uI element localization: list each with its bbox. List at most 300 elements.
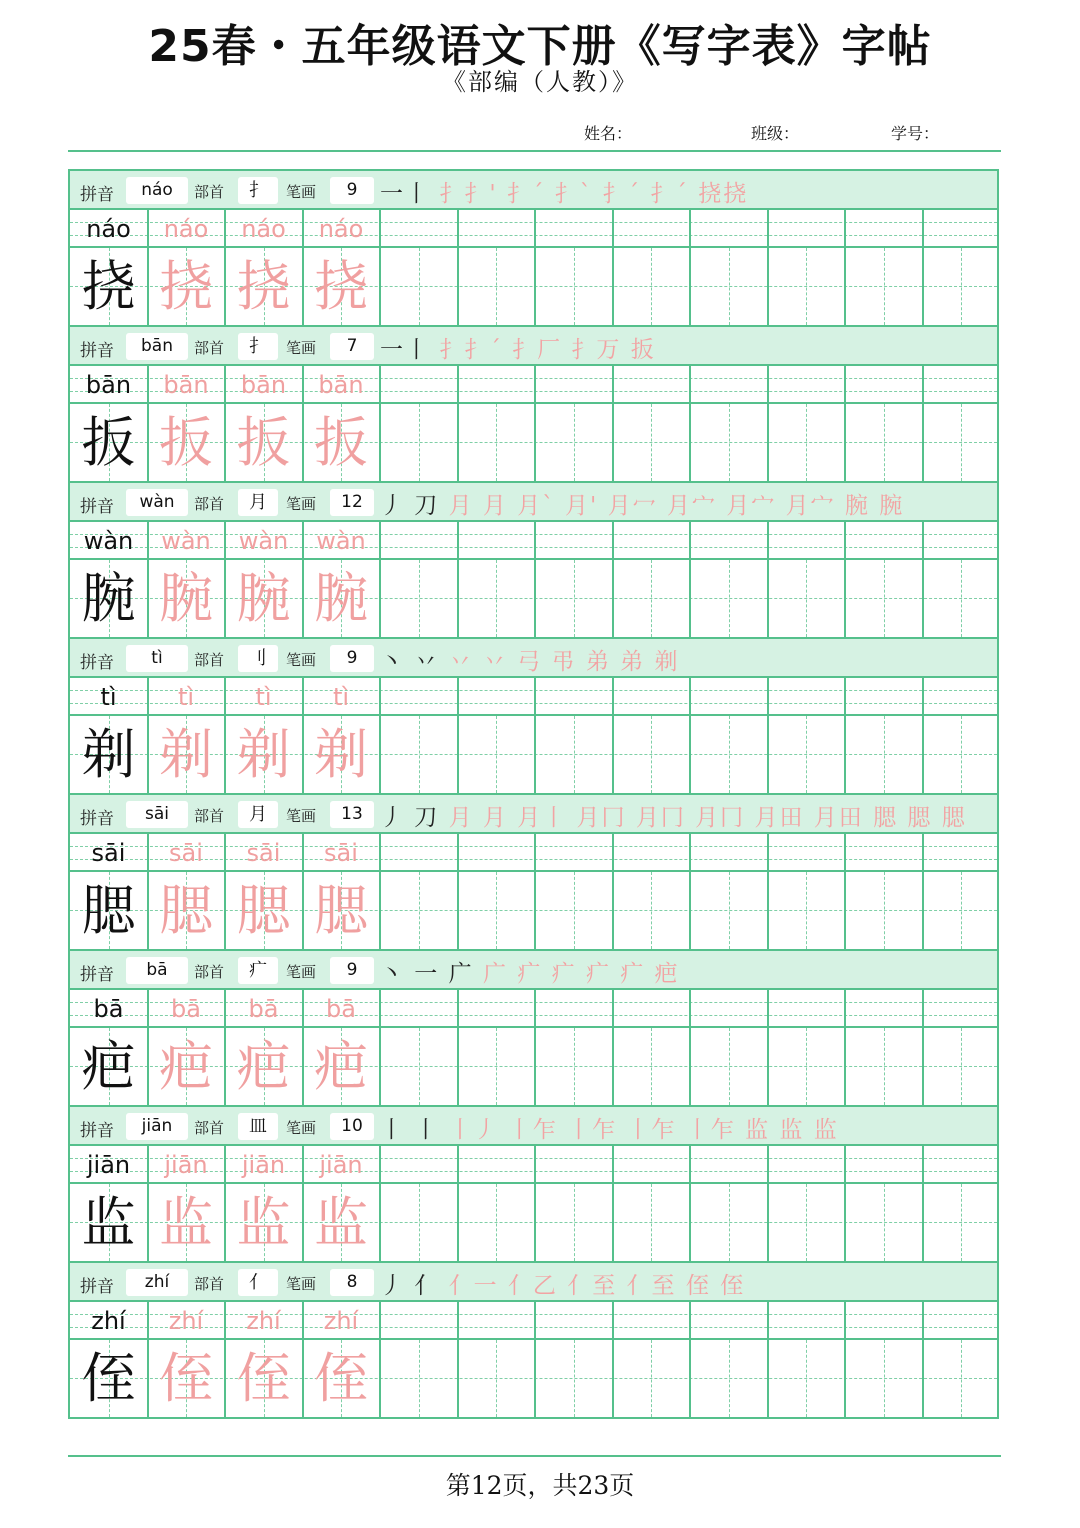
grid-line — [302, 1340, 304, 1417]
grid-line — [689, 366, 691, 402]
grid-line — [534, 210, 536, 246]
guide-line — [884, 1340, 885, 1417]
guide-line — [419, 1028, 420, 1105]
guide-line — [961, 1028, 962, 1105]
radical-label: 部首 — [194, 1275, 225, 1293]
pinyin-model: bān — [85, 371, 132, 399]
pinyin-model: bā — [93, 995, 124, 1023]
pinyin-value: tì — [126, 645, 188, 672]
character-info-row — [70, 483, 997, 522]
radical-label: 部首 — [194, 807, 225, 825]
grid-line — [612, 1302, 614, 1338]
pinyin-trace: bā — [326, 995, 356, 1023]
grid-line — [457, 678, 459, 714]
character-trace: 腕 — [159, 567, 213, 630]
grid-line — [302, 522, 304, 558]
stroke-order — [380, 175, 748, 208]
character-trace: 侄 — [236, 1347, 291, 1410]
character-practice-row — [70, 1028, 997, 1105]
character-practice-row — [70, 716, 997, 793]
grid-line — [379, 1302, 381, 1338]
character-block — [68, 1105, 999, 1261]
grid-line — [147, 210, 149, 246]
character-info-row — [70, 639, 997, 678]
grid-line — [767, 1184, 769, 1261]
grid-line — [457, 1146, 459, 1182]
grid-line — [922, 1184, 924, 1261]
grid-line — [844, 1302, 846, 1338]
radical-value: 皿 — [238, 1113, 278, 1140]
pinyin-trace: bān — [240, 371, 287, 399]
grid-line — [302, 678, 304, 714]
character-block — [68, 169, 999, 325]
grid-line — [224, 404, 226, 481]
stroke-count-label: 笔画 — [286, 651, 317, 669]
grid-line — [302, 210, 304, 246]
grid-line — [457, 716, 459, 793]
grid-line — [147, 522, 149, 558]
character-model: 疤 — [81, 1035, 136, 1098]
pinyin-trace: bān — [163, 371, 209, 399]
guide-line — [806, 248, 807, 325]
guide-line — [729, 248, 730, 325]
guide-line — [651, 872, 652, 949]
character-practice-row — [70, 404, 997, 481]
grid-line — [922, 560, 924, 637]
grid-line — [767, 716, 769, 793]
grid-line — [767, 1028, 769, 1105]
grid-line — [767, 678, 769, 714]
grid-line — [922, 834, 924, 870]
guide-line — [574, 716, 575, 793]
grid-line — [379, 1340, 381, 1417]
pinyin-trace: náo — [163, 215, 209, 243]
radical-value: 疒 — [238, 957, 278, 984]
pinyin-model: tì — [100, 683, 117, 711]
character-trace: 监 — [159, 1191, 213, 1254]
grid-line — [612, 1340, 614, 1417]
grid-line — [612, 1184, 614, 1261]
grid-line — [379, 1028, 381, 1105]
grid-line — [534, 1340, 536, 1417]
grid-line — [689, 834, 691, 870]
grid-line — [534, 560, 536, 637]
guide-line — [651, 560, 652, 637]
stroke-count-value: 9 — [330, 957, 374, 984]
character-trace: 疤 — [314, 1035, 368, 1098]
character-info-row — [70, 171, 997, 210]
guide-line — [419, 1340, 420, 1417]
grid-line — [147, 404, 149, 481]
grid-line — [689, 1146, 691, 1182]
grid-line — [689, 560, 691, 637]
character-practice-row — [70, 1340, 997, 1417]
grid-line — [457, 1184, 459, 1261]
pinyin-label: 拼音 — [80, 809, 114, 829]
grid-line — [922, 872, 924, 949]
character-trace: 监 — [314, 1191, 368, 1254]
stroke-count-label: 笔画 — [286, 339, 317, 357]
grid-line — [379, 404, 381, 481]
stroke-order-trace: 月 月 月丨 月冂 月冂 月冂 月田 月田 腮 腮 腮 — [448, 805, 967, 831]
grid-line — [224, 210, 226, 246]
guide-line — [574, 872, 575, 949]
pinyin-trace: zhí — [246, 1307, 281, 1335]
grid-line — [302, 404, 304, 481]
guide-line — [806, 1184, 807, 1261]
character-trace: 腮 — [236, 879, 291, 942]
grid-line — [147, 1340, 149, 1417]
grid-line — [767, 1146, 769, 1182]
stroke-order — [380, 643, 680, 676]
page-subtitle: 《部编（人教）》 — [442, 68, 638, 96]
grid-line — [844, 1146, 846, 1182]
pinyin-trace: bā — [171, 995, 201, 1023]
character-practice-row — [70, 1184, 997, 1261]
grid-line — [379, 248, 381, 325]
grid-line — [844, 522, 846, 558]
grid-line — [534, 834, 536, 870]
grid-line — [302, 990, 304, 1026]
grid-line — [224, 248, 226, 325]
pinyin-trace: jiān — [241, 1151, 286, 1179]
grid-line — [379, 990, 381, 1026]
stroke-count-value: 13 — [330, 801, 374, 828]
character-trace: 挠 — [314, 255, 368, 318]
grid-line — [457, 1028, 459, 1105]
guide-line — [729, 404, 730, 481]
name-label: 姓名： — [584, 124, 633, 143]
guide-line — [651, 404, 652, 481]
grid-line — [844, 834, 846, 870]
guide-line — [884, 248, 885, 325]
stroke-order-trace: 扌扌' 扌ˊ 扌ˋ 扌ˊ 扌ˊ 挠挠 — [439, 181, 749, 207]
grid-line — [534, 522, 536, 558]
character-trace: 剃 — [314, 723, 368, 786]
radical-value: 刂 — [238, 645, 278, 672]
grid-line — [534, 366, 536, 402]
pinyin-label: 拼音 — [80, 965, 114, 985]
character-practice-row — [70, 872, 997, 949]
grid-line — [844, 716, 846, 793]
pinyin-trace: wàn — [161, 527, 211, 555]
grid-line — [612, 990, 614, 1026]
grid-line — [224, 1302, 226, 1338]
guide-line — [884, 1028, 885, 1105]
character-model: 剃 — [81, 723, 136, 786]
pinyin-value: náo — [126, 177, 188, 204]
guide-line — [496, 404, 497, 481]
grid-line — [224, 560, 226, 637]
guide-line — [961, 248, 962, 325]
stroke-order-start: 丨 丨 — [380, 1117, 440, 1143]
guide-line — [884, 1184, 885, 1261]
grid-line — [302, 1184, 304, 1261]
grid-line — [689, 716, 691, 793]
grid-line — [379, 1146, 381, 1182]
stroke-order-trace: 广 疒 疒 疒 疒 疤 — [482, 961, 680, 987]
character-trace: 监 — [236, 1191, 291, 1254]
pinyin-trace: tì — [177, 683, 195, 711]
grid-line — [922, 1146, 924, 1182]
grid-line — [224, 678, 226, 714]
grid-line — [457, 560, 459, 637]
radical-value: 扌 — [238, 333, 278, 360]
pinyin-model: sāi — [91, 839, 126, 867]
top-divider — [68, 150, 1001, 152]
pinyin-trace: jiān — [319, 1151, 363, 1179]
grid-line — [612, 404, 614, 481]
pinyin-label: 拼音 — [80, 653, 114, 673]
stroke-order-trace: 丨丿 丨乍 丨乍 丨乍 丨乍 监 监 监 — [448, 1117, 839, 1143]
grid-line — [302, 248, 304, 325]
grid-line — [379, 366, 381, 402]
page-number: 第12页，共23页 — [445, 1471, 635, 1500]
stroke-order-start: 丶 丷 — [380, 649, 440, 675]
grid-line — [689, 1302, 691, 1338]
stroke-order-start: 丿 刀 — [380, 493, 440, 519]
guide-line — [651, 1184, 652, 1261]
guide-line — [884, 404, 885, 481]
grid-line — [689, 990, 691, 1026]
grid-line — [612, 248, 614, 325]
grid-line — [612, 872, 614, 949]
guide-line — [496, 560, 497, 637]
grid-line — [767, 990, 769, 1026]
grid-line — [767, 404, 769, 481]
grid-line — [379, 522, 381, 558]
grid-line — [534, 1146, 536, 1182]
grid-line — [534, 678, 536, 714]
guide-line — [884, 716, 885, 793]
guide-line — [496, 248, 497, 325]
character-trace: 疤 — [159, 1035, 213, 1098]
pinyin-trace: sāi — [169, 839, 203, 867]
grid-line — [922, 990, 924, 1026]
pinyin-label: 拼音 — [80, 185, 114, 205]
grid-line — [767, 872, 769, 949]
grid-line — [224, 834, 226, 870]
grid-line — [379, 560, 381, 637]
grid-line — [379, 872, 381, 949]
radical-label: 部首 — [194, 495, 225, 513]
grid-line — [844, 404, 846, 481]
grid-line — [612, 210, 614, 246]
guide-line — [729, 560, 730, 637]
stroke-order — [380, 955, 680, 988]
grid-line — [767, 366, 769, 402]
grid-line — [457, 522, 459, 558]
grid-line — [767, 210, 769, 246]
grid-line — [457, 366, 459, 402]
guide-line — [651, 1340, 652, 1417]
grid-line — [534, 1302, 536, 1338]
pinyin-value: wàn — [126, 489, 188, 516]
grid-line — [612, 560, 614, 637]
grid-line — [767, 560, 769, 637]
guide-line — [961, 716, 962, 793]
pinyin-practice-row — [70, 522, 997, 560]
grid-line — [379, 834, 381, 870]
guide-line — [729, 1184, 730, 1261]
character-trace: 剃 — [159, 723, 213, 786]
grid-line — [147, 990, 149, 1026]
grid-line — [612, 1146, 614, 1182]
guide-line — [574, 248, 575, 325]
grid-line — [224, 716, 226, 793]
pinyin-trace: zhí — [323, 1307, 359, 1335]
student-id-label: 学号： — [891, 124, 940, 143]
pinyin-trace: wàn — [238, 527, 289, 555]
grid-line — [457, 834, 459, 870]
grid-line — [689, 1028, 691, 1105]
character-trace: 腮 — [314, 879, 368, 942]
grid-line — [844, 990, 846, 1026]
guide-line — [574, 404, 575, 481]
grid-line — [224, 1028, 226, 1105]
character-block — [68, 1261, 999, 1419]
character-trace: 挠 — [236, 255, 291, 318]
character-block — [68, 793, 999, 949]
radical-value: 月 — [238, 489, 278, 516]
guide-line — [419, 1184, 420, 1261]
grid-line — [844, 872, 846, 949]
grid-line — [922, 404, 924, 481]
pinyin-trace: zhí — [168, 1307, 204, 1335]
stroke-order — [380, 487, 904, 520]
guide-line — [729, 1340, 730, 1417]
character-info-row — [70, 327, 997, 366]
pinyin-model: zhí — [91, 1307, 126, 1335]
stroke-order-trace: 丷 丷 弓 弔 弟 弟 剃 — [448, 649, 680, 675]
guide-line — [729, 716, 730, 793]
grid-line — [302, 560, 304, 637]
grid-line — [689, 872, 691, 949]
grid-line — [534, 248, 536, 325]
stroke-count-value: 7 — [330, 333, 374, 360]
grid-line — [689, 522, 691, 558]
stroke-count-value: 10 — [330, 1113, 374, 1140]
guide-line — [496, 1028, 497, 1105]
stroke-count-label: 笔画 — [286, 1275, 317, 1293]
character-trace: 扳 — [314, 411, 368, 474]
character-block — [68, 949, 999, 1105]
character-model: 扳 — [81, 411, 136, 474]
radical-value: 月 — [238, 801, 278, 828]
grid-line — [689, 248, 691, 325]
character-trace: 疤 — [236, 1035, 291, 1098]
grid-line — [612, 366, 614, 402]
grid-line — [147, 872, 149, 949]
pinyin-trace: náo — [318, 215, 364, 243]
guide-line — [496, 716, 497, 793]
grid-line — [224, 872, 226, 949]
stroke-order — [380, 799, 967, 832]
guide-line — [574, 1028, 575, 1105]
stroke-count-value: 12 — [330, 489, 374, 516]
stroke-order-start: 一丨 — [380, 337, 430, 363]
pinyin-practice-row — [70, 1302, 997, 1340]
pinyin-trace: bān — [318, 371, 364, 399]
grid-line — [534, 1184, 536, 1261]
grid-line — [379, 716, 381, 793]
grid-line — [844, 210, 846, 246]
pinyin-practice-row — [70, 834, 997, 872]
character-model: 侄 — [81, 1347, 136, 1410]
guide-line — [574, 1340, 575, 1417]
grid-line — [844, 366, 846, 402]
guide-line — [574, 1184, 575, 1261]
grid-line — [612, 1028, 614, 1105]
grid-line — [457, 210, 459, 246]
stroke-order-trace: 亻一 亻乙 亻至 亻至 侄 侄 — [448, 1273, 746, 1299]
radical-label: 部首 — [194, 651, 225, 669]
grid-line — [302, 872, 304, 949]
pinyin-trace: jiān — [164, 1151, 208, 1179]
stroke-count-label: 笔画 — [286, 963, 317, 981]
grid-line — [457, 872, 459, 949]
grid-line — [922, 248, 924, 325]
grid-line — [922, 1340, 924, 1417]
grid-line — [689, 404, 691, 481]
grid-line — [302, 1028, 304, 1105]
grid-line — [457, 990, 459, 1026]
character-trace: 扳 — [236, 411, 291, 474]
pinyin-model: jiān — [86, 1151, 131, 1179]
stroke-count-value: 9 — [330, 645, 374, 672]
grid-line — [147, 834, 149, 870]
grid-line — [457, 1340, 459, 1417]
stroke-order-start: 丿 亻 — [380, 1273, 440, 1299]
grid-line — [767, 1340, 769, 1417]
grid-line — [147, 678, 149, 714]
pinyin-trace: tì — [332, 683, 350, 711]
grid-line — [612, 716, 614, 793]
stroke-count-value: 9 — [330, 177, 374, 204]
character-trace: 侄 — [159, 1347, 213, 1410]
pinyin-practice-row — [70, 678, 997, 716]
grid-line — [147, 1028, 149, 1105]
grid-line — [767, 1302, 769, 1338]
pinyin-trace: sāi — [246, 839, 281, 867]
character-info-row — [70, 1263, 997, 1302]
grid-line — [379, 210, 381, 246]
grid-line — [457, 248, 459, 325]
character-trace: 侄 — [314, 1347, 368, 1410]
stroke-count-value: 8 — [330, 1269, 374, 1296]
stroke-order — [380, 1267, 745, 1300]
guide-line — [729, 872, 730, 949]
guide-line — [729, 1028, 730, 1105]
guide-line — [651, 1028, 652, 1105]
pinyin-trace: sāi — [324, 839, 358, 867]
stroke-count-label: 笔画 — [286, 495, 317, 513]
grid-line — [224, 1146, 226, 1182]
grid-line — [302, 834, 304, 870]
grid-line — [147, 716, 149, 793]
grid-line — [767, 522, 769, 558]
guide-line — [574, 560, 575, 637]
grid-line — [689, 1184, 691, 1261]
grid-line — [767, 834, 769, 870]
grid-line — [224, 1184, 226, 1261]
guide-line — [961, 1340, 962, 1417]
grid-line — [147, 248, 149, 325]
grid-line — [457, 1302, 459, 1338]
guide-line — [651, 716, 652, 793]
grid-line — [844, 560, 846, 637]
grid-line — [302, 716, 304, 793]
